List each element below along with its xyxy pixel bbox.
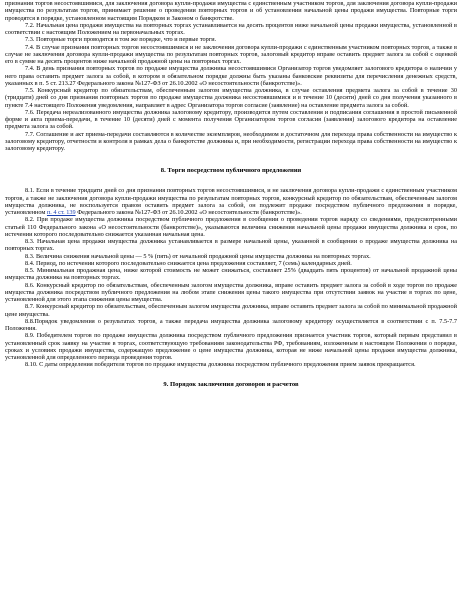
paragraph-8-4: 8.4. Период, по истечении которого последовательно снижается цена предложения составляет, 7 (семь) календарных дней. <box>25 259 352 267</box>
paragraph-7-3: 7.3. Повторные торги проводятся в том же порядке, что и первые торги. <box>25 36 217 44</box>
paragraph-8-6: 8.6. Конкурсный кредитор по обязательствам, обеспеченным залогом имущества должника, вправе оставить предмет залога за собой в ходе торгов по продаже имущества должника посредством публичного предложения на любом этапе снижения цены такого имущества при отсутствии заявок на участие в торгах по цене, установленной для этого этапа снижения цены имущества. <box>5 281 457 303</box>
paragraph-8-1-text: 8.1. Если в течение тридцати дней со дня признания повторных торгов несостоявшимися, и не заключения договора купли-продажи с единственным участником торгов, а также не заключения договора купли-продажи имущества по результатам повторных торгов, конкурсный кредитор по обязательствам, обеспеченным залогом имущества должника, не воспользуется правом оставить предмет залога за собой, он подлежит продаже посредством публичного предложения в порядке, установленном <box>5 187 457 216</box>
law-article-link[interactable]: п. 4 ст. 139 <box>46 209 76 216</box>
paragraph-8-1-after: Федерального закона №127-ФЗ от 26.10.2002 «О несостоятельности (банкротстве)». <box>77 209 302 216</box>
paragraph-7-4a: 7.4. В случае признания повторных торгов несостоявшимися и не заключения договора купли-продажи с единственным участником повторных торгов, а также в случае не заключения договора купли-продажи имущества по результатам повторных торгов, залоговый кредитор вправе оставить предмет залога за собой с оценкой его в сумме на десять процентов ниже начальной продажной цены на повторных торгах. <box>5 43 457 65</box>
paragraph-8-2: 8.2. При продаже имущества должника посредством публичного предложения в сообщении о проведении торгов наряду со сведениями, предусмотренными статьей 110 Федерального закона «О несостоятельности (банкротстве)», указываются величина снижения начальной цены продажи имущества должника и срок, по истечении которого последовательно снижается указанная начальная цена. <box>5 216 457 238</box>
paragraph-8-3b: 8.3. Величина снижения начальной цены — 5 % (пять) от начальной продажной цены имущества должника на повторных торгах. <box>25 252 371 260</box>
paragraph-8-7: 8.7. Конкурсный кредитор по обязательствам, обеспеченным залогом имущества должника, вправе оставить предмет залога за собой по минимальной продажной цене имущества. <box>5 303 457 318</box>
section-8-heading: 8. Торги посредством публичного предложения <box>160 167 302 175</box>
paragraph-8-5: 8.5. Минимальная продажная цена, ниже которой стоимость не может снижаться, составляет 25% (двадцать пять процентов) от начальной продажной цены имущества должника на повторных торгах. <box>5 267 457 282</box>
section-9-heading: 9. Порядок заключения договоров и расчетов <box>163 380 299 388</box>
section-7-continued <box>5 0 457 152</box>
paragraph-8-1 <box>5 187 457 216</box>
paragraph-7-2: 7.2. Начальная цена продажи имущества на повторных торгах устанавливается на десять процентов ниже начальной цены продажи имущества, установленной в соответствии с настоящим Положением на первоначальных торгах. <box>5 21 457 36</box>
paragraph-8-9: 8.9. Победителем торгов по продаже имущества должника посредством публичного предложения признается участник торгов, который первым представил в установленный срок заявку на участие в торгах, соответствующую требованиям законодательства РФ, требованиям, изложенным в настоящем Положении о порядке, сроках и условиях продажи имущества, содержащую предложение о цене имущества должника, которая не ниже начальной цены продажи имущества должника, установленной для определенного периода проведения торгов. <box>5 332 457 361</box>
paragraph-8-3a: 8.3. Начальная цена продажи имущества должника устанавливается в размере начальной цены, указанной в сообщении о продаже имущества должника на повторных торгах. <box>5 238 457 253</box>
paragraph-7-6: 7.6. Передача нереализованного имущества должника залоговому кредитору, производится путем составления и подписания соглашения в простой письменной форме и акта приема-передачи, в течение 10 (десяти) дней с момента получения Организатором торгов согласия (заявления) залогового кредитора на оставление предмета залога за собой. <box>5 108 457 131</box>
paragraph-7-7: 7.7. Соглашение и акт приема-передачи составляются в количестве экземпляров, необходимом и достаточном для перехода права собственности на имущество к залоговому кредитору, отчетности и контроля в рамках дела о банкротстве должника и, при необходимости, регистрации перехода права собственности на имущество к залоговому кредитору. <box>5 130 457 152</box>
section-8 <box>5 187 457 368</box>
paragraph-8-8: 8.8.Порядок уведомления о результатах торгов, а также передача имущества должника залоговому кредитору осуществляется в соответствии с п. 7.5-7.7 Положения. <box>5 317 457 332</box>
paragraph-7-4b: 7.4. В день признания повторных торгов по продаже имущества должника несостоявшимися Организатор торгов уведомляет залогового кредитора о наличии у него права оставить предмет залога за собой, в котором в обязательном порядке должны быть указаны банковские реквизиты для перечисления денежных средств, указанных в п. 5 ст. 213.27 Федерального закона №127-ФЗ от 26.10.2002 «О несостоятельности (банкротстве)». <box>5 65 457 87</box>
paragraph-8-10: 8.10. С даты определения победителя торгов по продаже имущества должника посредством публичного предложения прием заявок прекращается. <box>25 361 416 369</box>
paragraph-7-1-tail: признании торгов несостоявшимися, для заключения договора купли-продажи имущества с единственным участником торгов, для заключения договора купли-продажи имущества по результатам торгов, принимает решение о проведении повторных торгов и об установлении начальной цены продажи имущества. Повторные торги проводятся в порядке, установленном настоящим Порядком и Законом о банкротстве. <box>5 0 457 22</box>
paragraph-7-5: 7.5. Конкурсный кредитор по обязательствам, обеспеченным залогом имущества должника, в случае оставления предмета залога за собой в течение 30 (тридцати) дней со дня признания повторных торгов по продаже имущества должника несостоявшимися и в течение 10 (десяти) дней со дня получения указанного в пункте 7.4 настоящего Положения уведомления, направляет в адрес Организатора торгов согласие (заявление) на оставление предмета залога за собой. <box>5 87 457 109</box>
